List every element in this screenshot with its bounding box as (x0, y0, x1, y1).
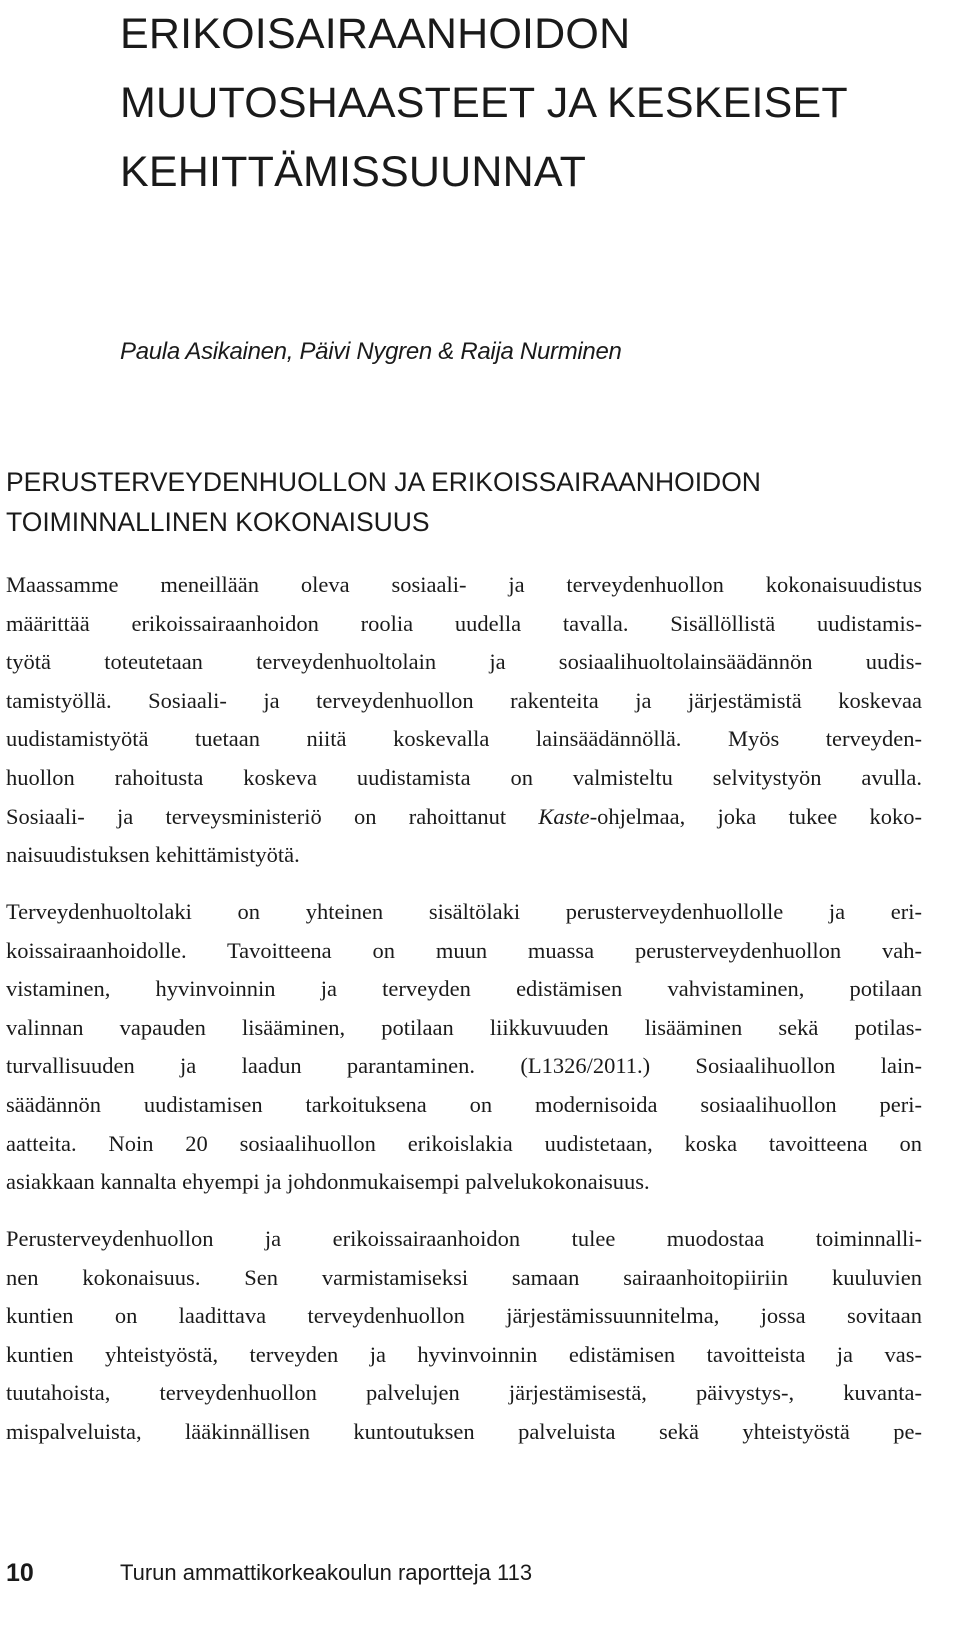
body-paragraph (6, 893, 922, 1202)
paragraph-line: säädännön uudistamisen tarkoituksena on modernisoida sosiaalihuollon peri- (6, 1091, 922, 1117)
paragraph-line: määrittää erikoissairaanhoidon roolia uudella tavalla. Sisällöllistä uudistamis- (6, 610, 922, 636)
page-footer (6, 1553, 926, 1593)
paragraph-line: mispalveluista, lääkinnällisen kuntoutuksen palveluista sekä yhteistyöstä pe- (6, 1418, 922, 1444)
paragraph-line: asiakkaan kannalta ehyempi ja johdonmukaisempi palvelukokonaisuus. (6, 1169, 650, 1195)
section-heading-line: PERUSTERVEYDENHUOLLON JA ERIKOISSAIRAANHOIDON (6, 467, 761, 497)
body-paragraph (6, 1220, 922, 1452)
publication-series: Turun ammattikorkeakoulun raportteja 113 (120, 1560, 533, 1585)
page-number: 10 (6, 1559, 34, 1587)
paragraph-line: työtä toteutetaan terveydenhuoltolain ja sosiaalihuoltolainsäädännön uudis- (6, 649, 922, 675)
paragraph-line (6, 798, 922, 837)
authors: Paula Asikainen, Päivi Nygren & Raija Nurminen (120, 338, 622, 365)
text-run: Sosiaali- ja terveysministeriö on rahoittanut (6, 803, 539, 829)
paragraph-line: koissairaanhoidolle. Tavoitteena on muun muassa perusterveydenhuollon vah- (6, 937, 922, 963)
text-run: -ohjelmaa, joka tukee koko- (589, 803, 922, 829)
document-title (120, 0, 940, 207)
paragraph-line: Maassamme meneillään oleva sosiaali- ja terveydenhuollon kokonaisuudistus (6, 572, 922, 597)
section-heading (6, 462, 926, 542)
paragraph-line: tuutahoista, terveydenhuollon palvelujen järjestämisestä, päivystys-, kuvanta- (6, 1380, 922, 1406)
paragraph-line: aatteita. Noin 20 sosiaalihuollon erikoislakia uudistetaan, koska tavoitteena on (6, 1130, 922, 1156)
paragraph-line: naisuudistuksen kehittämistyötä. (6, 842, 300, 868)
paragraph-line: vistaminen, hyvinvoinnin ja terveyden edistämisen vahvistaminen, potilaan (6, 976, 922, 1002)
paragraph-line: valinnan vapauden lisääminen, potilaan liikkuvuuden lisääminen sekä potilas- (6, 1014, 922, 1040)
paragraph-line: nen kokonaisuus. Sen varmistamiseksi samaan sairaanhoitopiiriin kuuluvien (6, 1264, 922, 1290)
paragraph-line: tamistyöllä. Sosiaali- ja terveydenhuollon rakenteita ja järjestämistä koskevaa (6, 687, 922, 713)
paragraph-line: kuntien on laadittava terveydenhuollon järjestämissuunnitelma, jossa sovitaan (6, 1303, 922, 1329)
body-paragraph (6, 566, 922, 875)
paragraph-line: kuntien yhteistyöstä, terveyden ja hyvinvoinnin edistämisen tavoitteista ja vas- (6, 1341, 922, 1367)
paragraph-line: uudistamistyötä tuetaan niitä koskevalla lainsäädännöllä. Myös terveyden- (6, 726, 922, 752)
section-heading-line: TOIMINNALLINEN KOKONAISUUS (6, 507, 430, 537)
title-line: ERIKOISAIRAANHOIDON (120, 10, 631, 58)
paragraph-line: Terveydenhuoltolaki on yhteinen sisältölaki perusterveydenhuollolle ja eri- (6, 899, 922, 924)
title-line: MUUTOSHAASTEET JA KESKEISET (120, 79, 848, 127)
paragraph-line: huollon rahoitusta koskeva uudistamista on valmisteltu selvitystyön avulla. (6, 764, 922, 790)
italic-term: Kaste (538, 803, 590, 829)
paragraph-line: Perusterveydenhuollon ja erikoissairaanhoidon tulee muodostaa toiminnalli- (6, 1226, 922, 1251)
title-line: KEHITTÄMISSUUNNAT (120, 148, 587, 196)
paragraph-line: turvallisuuden ja laadun parantaminen. (L1326/2011.) Sosiaalihuollon lain- (6, 1053, 922, 1079)
